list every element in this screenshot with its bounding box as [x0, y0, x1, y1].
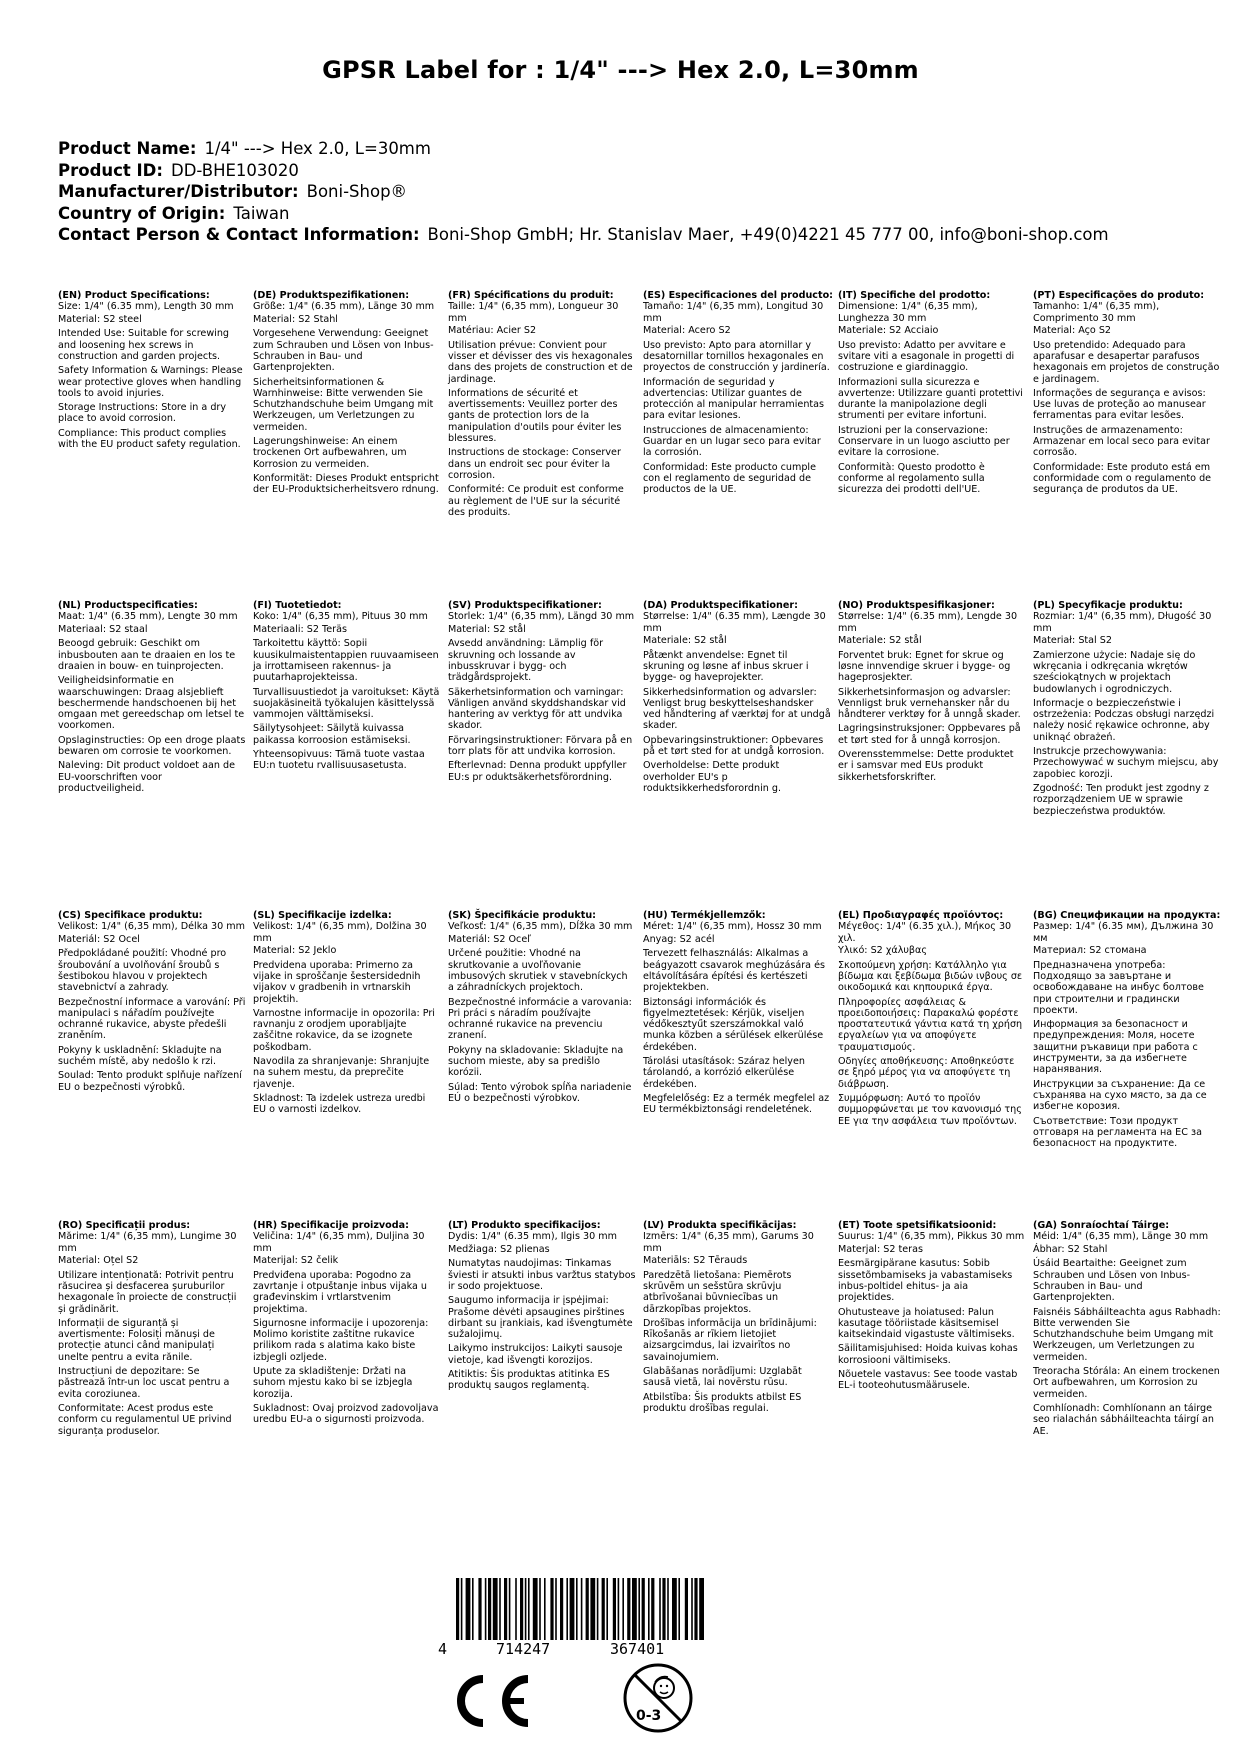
contact-row	[58, 224, 1208, 246]
language-block-line: Tarkoitettu käyttö: Sopii kuusikulmaistentappien ruuvaamiseen ja irrottamiseen rakennus- ja puutarhaprojekteissa.	[253, 638, 439, 684]
language-block-line: Инструкции за съхранение: Да се съхранява на сухо място, за да се избегне корозия.	[1033, 1078, 1207, 1113]
language-block	[253, 1220, 441, 1429]
language-block-line: Instrukcje przechowywania: Przechowywać w suchym miejscu, aby zapobiec korozji.	[1033, 746, 1219, 780]
language-block-line: Lagringsinstruksjoner: Oppbevares på et tørt sted for å unngå korrosjon.	[838, 723, 1021, 746]
language-block-line: Maat: 1/4" (6.35 mm), Lengte 30 mm	[58, 611, 238, 623]
language-block-line: Forventet bruk: Egnet for skrue og løsne innvendige skruer i bygge- og hageprosjekter.	[838, 649, 1011, 684]
language-block-line: Sikkerhedsinformation og advarsler: Venligst brug beskyttelseshandsker ved håndtering af værktøj for at undgå skader.	[643, 686, 831, 732]
language-block-line: Tamanho: 1/4" (6,35 mm), Comprimento 30 mm	[1033, 301, 1160, 324]
language-block	[643, 910, 831, 1119]
language-block-line: Materiale: S2 stål	[838, 635, 922, 647]
language-block-line: Utilizare intenționată: Potrivit pentru răsucirea și desfacerea șuruburilor hexagonale în proiecte de construcții și grădinărit.	[58, 1269, 237, 1315]
language-block-line: Safety Information & Warnings: Please wear protective gloves when handling tools to avoid injuries.	[58, 365, 243, 399]
language-block-line: Sukladnost: Ovaj proizvod zadovoljava uredbu EU-a o sigurnosti proizvoda.	[253, 1402, 439, 1426]
language-block-line: Conformidade: Este produto está em conformidade com o regulamento de segurança de produtos da UE.	[1033, 461, 1212, 496]
language-block	[1033, 600, 1221, 820]
language-block-line: Avsedd användning: Lämplig för skruvning och lossande av inbusskruvar i bygg- och trädgårdsprojekt.	[448, 638, 604, 684]
language-block-title: (BG) Спецификации на продукта:	[1033, 910, 1221, 921]
language-block-line: Материал: S2 стомана	[1033, 945, 1147, 957]
language-block-title: (SV) Produktspecifikationer:	[448, 600, 602, 611]
language-block-line: Materiāls: S2 Tērauds	[643, 1255, 748, 1267]
language-block-line: Instrucțiuni de depozitare: Se păstrează într-un loc uscat pentru a evita coroziunea.	[58, 1366, 230, 1400]
language-block-line: Size: 1/4" (6.35 mm), Length 30 mm	[58, 301, 234, 313]
language-block-line: Sikkerhetsinformasjon og advarsler: Vennligst bruk vernehansker når du håndterer verktøy for å unngå skader.	[838, 686, 1021, 721]
language-block	[448, 290, 636, 521]
language-block-line: Taille: 1/4" (6,35 mm), Longueur 30 mm	[448, 301, 619, 324]
language-block	[838, 290, 1026, 499]
language-block	[643, 290, 834, 499]
language-block-line: Информация за безопасност и предупреждения: Моля, носете защитни ръкавици при работа с инструменти, за да избегнете наранявания.	[1033, 1019, 1198, 1076]
language-block-line: Säilitamisjuhised: Hoida kuivas kohas korrosiooni vältimiseks.	[838, 1343, 1018, 1366]
language-block-line: Upute za skladištenje: Držati na suhom mjestu kako bi se izbjegla korozija.	[253, 1366, 413, 1400]
language-block	[448, 910, 636, 1107]
language-block-line: Méid: 1/4" (6,35 mm), Länge 30 mm	[1033, 1231, 1209, 1243]
language-block-title: (EL) Προδιαγραφές προϊόντος:	[838, 910, 1004, 921]
language-block-line: Conformidad: Este producto cumple con el reglamento de seguridad de productos de la UE.	[643, 461, 816, 496]
language-block	[58, 1220, 246, 1440]
language-block-line: Matériau: Acier S2	[448, 325, 537, 337]
language-block-line: Größe: 1/4" (6.35 mm), Länge 30 mm	[253, 301, 435, 313]
language-block-line: Συμμόρφωση: Αυτό το προϊόν συμμορφώνεται με τον κανονισμό της ΕΕ για την ασφάλεια των προϊόντων.	[838, 1092, 1022, 1127]
language-block-line: Turvallisuustiedot ja varoitukset: Käytä suojakäsineitä työkalujen käsittelyssä vammojen välttämiseksi.	[253, 686, 440, 721]
language-block-title: (DE) Produktspezifikationen:	[253, 290, 410, 301]
language-block-line: Varnostne informacije in opozorila: Pri ravnanju z orodjem uporabljajte zaščitne rokavice, da se izognete poškodbam.	[253, 1007, 435, 1053]
language-block-line: Veiligheidsinformatie en waarschuwingen: Draag alsjeblieft beschermende handschoenen bij het omgaan met gereedschap om letsel te voorkomen.	[58, 675, 245, 732]
product-info	[58, 138, 1208, 246]
language-block	[253, 290, 441, 499]
language-block-line: Materiál: S2 Oceľ	[448, 934, 531, 946]
language-block-line: Súlad: Tento výrobok spĺňa nariadenie EÚ o bezpečnosti výrobkov.	[448, 1081, 632, 1104]
language-block-line: Mărime: 1/4" (6,35 mm), Lungime 30 mm	[58, 1231, 237, 1254]
language-block-line: Tárolási utasítások: Száraz helyen tárolandó, a korrózió elkerülése érdekében.	[643, 1056, 805, 1090]
language-block-line: Materiał: Stal S2	[1033, 635, 1112, 647]
country-label: Country of Origin:	[58, 203, 226, 223]
language-block	[1033, 910, 1221, 1152]
country-row	[58, 203, 1208, 225]
language-block-line: Atbilstība: Šis produkts atbilst ES produktu drošības regulai.	[643, 1391, 802, 1414]
language-block-line: Materiaali: S2 Teräs	[253, 624, 347, 636]
language-block-line: Størrelse: 1/4" (6.35 mm), Lengde 30 mm	[838, 611, 1018, 634]
language-block-line: Instruções de armazenamento: Armazenar em local seco para evitar corrosão.	[1033, 424, 1210, 459]
language-block-line: Zamierzone użycie: Nadaje się do wkręcania i odkręcania wkrętów sześciokątnych w projektach budowlanych i ogrodniczych.	[1033, 649, 1196, 695]
manufacturer-value: Boni-Shop®	[306, 182, 408, 201]
language-block-line: Laikymo instrukcijos: Laikyti sausoje vietoje, kad išvengti korozijos.	[448, 1343, 623, 1366]
language-block-line: Soulad: Tento produkt splňuje nařízení EU o bezpečnosti výrobků.	[58, 1070, 242, 1093]
language-block-title: (FR) Spécifications du produit:	[448, 290, 614, 301]
language-block-line: Treoracha Stórála: An einem trockenen Ort aufbewahren, um Korrosion zu vermeiden.	[1033, 1366, 1220, 1400]
language-block-title: (LT) Produkto specifikacijos:	[448, 1220, 601, 1231]
language-block-line: Material: S2 Stahl	[253, 314, 338, 326]
language-block-line: Påtænkt anvendelse: Egnet til skruning og løsne af inbus skruer i bygge- og haveprojekter.	[643, 649, 809, 684]
language-block-line: Overholdelse: Dette produkt overholder EU's p roduktsikkerhedsforordnin g.	[643, 760, 782, 794]
language-block-line: Съответствие: Този продукт отговаря на регламента на ЕС за безопасност на продуктите.	[1033, 1115, 1202, 1150]
language-block	[838, 1220, 1026, 1395]
language-block-line: Dimensione: 1/4" (6,35 mm), Lunghezza 30 mm	[838, 301, 978, 324]
language-block-line: Dydis: 1/4" (6.35 mm), Ilgis 30 mm	[448, 1231, 617, 1243]
language-block-title: (LV) Produkta specifikācijas:	[643, 1220, 797, 1231]
language-block-line: Compliance: This product complies with the EU product safety regulation.	[58, 427, 241, 451]
language-block-line: Förvaringsinstruktioner: Förvara på en torr plats för att undvika korrosion.	[448, 734, 633, 758]
language-block-line: Úsáid Beartaithe: Geeignet zum Schrauben und Lösen von Inbus-Schrauben in Bau- und Gartenprojekten.	[1033, 1258, 1191, 1304]
language-block-line: Material: S2 steel	[58, 314, 142, 326]
language-block-line: Rozmiar: 1/4" (6,35 mm), Długość 30 mm	[1033, 611, 1212, 634]
language-block-title: (IT) Specifiche del prodotto:	[838, 290, 991, 301]
language-block-line: Biztonsági információk és figyelmeztetések: Kérjük, viseljen védőkesztyűt szerszámokkal való munka közben a sérülések elkerülése érdekében.	[643, 996, 824, 1053]
barcode-left-group: 714247	[496, 1640, 551, 1658]
language-block-line: Bezpečnostné informácie a varovania: Pri práci s náradím používajte ochranné rukavice na prevenciu zranení.	[448, 996, 632, 1042]
language-block-title: (GA) Sonraíochtaí Táirge:	[1033, 1220, 1170, 1231]
language-block-line: Vorgesehene Verwendung: Geeignet zum Schrauben und Lösen von Inbus-Schrauben in Bau- und Gartenprojekten.	[253, 328, 434, 374]
language-block-line: Opslaginstructies: Op een droge plaats bewaren om corrosie te voorkomen.	[58, 734, 246, 758]
language-block-line: Säkerhetsinformation och varningar: Vänligen använd skyddshandskar vid hantering av verktyg för att undvika skador.	[448, 686, 626, 732]
barcode	[438, 1578, 718, 1664]
language-block-line: Μέγεθος: 1/4" (6.35 χιλ.), Μήκος 30 χιλ.	[838, 921, 1012, 944]
language-block	[643, 600, 831, 797]
country-value: Taiwan	[233, 203, 290, 223]
language-block-line: Størrelse: 1/4" (6.35 mm), Længde 30 mm	[643, 611, 826, 634]
barcode-first-digit: 4	[438, 1640, 448, 1658]
language-block-line: Πληροφορίες ασφάλειας & προειδοποιήσεις: Παρακαλώ φορέστε προστατευτικά γάντια κατά τη χρήση εργαλείων για να αποφύγετε τραυματισμούς.	[838, 996, 1023, 1053]
language-block	[58, 910, 246, 1096]
language-block-line: Σκοπούμενη χρήση: Κατάλληλο για βίδωμα και ξεβίδωμα βιδών ινβους σε οικοδομικά και κηπουρικά έργα.	[838, 959, 1023, 994]
language-block-line: Skladnost: Ta izdelek ustreza uredbi EU o varnosti izdelkov.	[253, 1092, 426, 1116]
language-block-line: Veľkosť: 1/4" (6,35 mm), Dĺžka 30 mm	[448, 921, 633, 933]
language-block-line: Veličina: 1/4" (6,35 mm), Duljina 30 mm	[253, 1231, 425, 1254]
language-block-line: Conformità: Questo prodotto è conforme al regolamento sulla sicurezza dei prodotti dell'UE.	[838, 461, 985, 496]
language-block-line: Drošības informācija un brīdinājumi: Rīkošanās ar rīkiem lietojiet aizsargcimdus, lai izvairītos no savainojumiem.	[643, 1317, 817, 1363]
language-block	[838, 910, 1026, 1130]
language-block-line: Pokyny na skladovanie: Skladujte na suchom mieste, aby sa predišlo korózii.	[448, 1044, 624, 1079]
language-block-title: (SK) Špecifikácie produktu:	[448, 910, 597, 921]
language-block-line: Material: Aço S2	[1033, 325, 1112, 337]
language-block-line: Koko: 1/4" (6,35 mm), Pituus 30 mm	[253, 611, 428, 623]
language-block-line: Materiaal: S2 staal	[58, 624, 148, 636]
contact-label: Contact Person & Contact Information:	[58, 225, 420, 244]
language-block-title: (NO) Produktspesifikasjoner:	[838, 600, 995, 611]
language-block-title: (CS) Specifikace produktu:	[58, 910, 203, 921]
language-block-line: Glabāšanas norādījumi: Uzglabāt sausā vietā, lai novērstu rūsu.	[643, 1366, 802, 1389]
language-block-line: Navodila za shranjevanje: Shranjujte na suhem mestu, da preprečite rjavenje.	[253, 1056, 430, 1090]
language-block-line: Overensstemmelse: Dette produktet er i samsvar med EUs produkt sikkerhetsforskrifter.	[838, 749, 1014, 783]
language-block-line: Tervezett felhasználás: Alkalmas a beágyazott csavarok meghúzására és eltávolítására építési és kertészeti projektekben.	[643, 948, 825, 994]
manufacturer-label: Manufacturer/Distributor:	[58, 182, 299, 201]
language-block-title: (PL) Specyfikacje produktu:	[1033, 600, 1183, 611]
language-block-title: (HU) Termékjellemzők:	[643, 910, 766, 921]
product-name-row	[58, 138, 1208, 160]
language-block-line: Informazioni sulla sicurezza e avvertenze: Utilizzare guanti protettivi durante la manipolazione degli strumenti per evitare infortuni.	[838, 376, 1023, 422]
language-block-line: Predvidena uporaba: Primerno za vijake in sproščanje šestersidednih vijakov v gradbenih in vrtnarskih projektih.	[253, 959, 421, 1005]
language-block-line: Numatytas naudojimas: Tinkamas šviesti ir atsukti inbus varžtus statybos ir sodo projektuose.	[448, 1258, 636, 1292]
language-block	[58, 600, 246, 797]
language-block-line: Comhlíonadh: Comhlíonann an táirge seo rialachán sábháilteachta táirgí an AE.	[1033, 1402, 1214, 1437]
language-block-line: Určené použitie: Vhodné na skrutkovanie a uvoľňovanie imbusových skrutiek v stavebníckych a záhradníckych projektoch.	[448, 948, 628, 994]
language-block-line: Material: Oțel S2	[58, 1255, 139, 1267]
language-block-line: Säilytysohjeet: Säilytä kuivassa paikassa korroosion estämiseksi.	[253, 723, 411, 746]
language-block-line: Velikost: 1/4" (6,35 mm), Délka 30 mm	[58, 921, 245, 933]
language-block-title: (NL) Productspecificaties:	[58, 600, 198, 611]
language-block-line: Ábhar: S2 Stahl	[1033, 1244, 1108, 1256]
language-block-line: Izmērs: 1/4" (6,35 mm), Garums 30 mm	[643, 1231, 814, 1254]
language-block-line: Materiale: S2 Acciaio	[838, 325, 939, 337]
language-block-title: (ES) Especificaciones del producto:	[643, 290, 834, 301]
language-block-line: Tamaño: 1/4" (6,35 mm), Longitud 30 mm	[643, 301, 824, 324]
language-block-line: Materijal: S2 čelik	[253, 1255, 339, 1267]
language-block-line: Efterlevnad: Denna produkt uppfyller EU:s pr oduktsäkerhetsförordning.	[448, 760, 627, 783]
language-block	[448, 1220, 636, 1395]
language-block-line: Eesmärgipärane kasutus: Sobib sissetõmbamiseks ja vabastamiseks inbus-poltidel ehitus- ja aia projektides.	[838, 1258, 1013, 1304]
language-block-line: Beoogd gebruik: Geschikt om inbusbouten aan te draaien en los te draaien in bouw- en tuinprojecten.	[58, 638, 236, 672]
language-block-line: Atitiktis: Šis produktas atitinka ES produktų saugos reglamentą.	[448, 1369, 610, 1392]
language-block-line: Uso pretendido: Adequado para aparafusar e desapertar parafusos hexagonais em projetos de construção e jardinagem.	[1033, 339, 1220, 385]
product-id-label: Product ID:	[58, 160, 163, 180]
contact-value: Boni-Shop GmbH; Hr. Stanislav Maer, +49(0)4221 45 777 00, info@boni-shop.com	[427, 225, 1109, 244]
language-block-line: Οδηγίες αποθήκευσης: Αποθηκεύστε σε ξηρό μέρος για να αποφύγετε τη διάβρωση.	[838, 1056, 1015, 1090]
language-block-line: Yhteensopivuus: Tämä tuote vastaa EU:n tuotetu rvallisuusasetusta.	[253, 749, 425, 772]
language-block	[253, 910, 441, 1119]
language-block-line: Lagerungshinweise: An einem trockenen Ort aufbewahren, um Korrosion zu vermeiden.	[253, 436, 407, 470]
language-block-line: Paredzētā lietošana: Piemērots skrūvēm un sešstūra skrūvju atbrīvošanai būvniecības un dārzkopības projektos.	[643, 1269, 792, 1315]
language-block-line: Suurus: 1/4" (6,35 mm), Pikkus 30 mm	[838, 1231, 1025, 1243]
language-block	[58, 290, 246, 453]
language-block-line: Instructions de stockage: Conserver dans un endroit sec pour éviter la corrosion.	[448, 447, 621, 481]
language-block-line: Megfelelőség: Ez a termék megfelel az EU termékbiztonsági rendeletének.	[643, 1092, 830, 1116]
language-block	[448, 600, 636, 786]
language-block-line: Uso previsto: Apto para atornillar y desatornillar tornillos hexagonales en proyectos de construcción y jardinería.	[643, 339, 830, 374]
language-block-line: Intended Use: Suitable for screwing and loosening hex screws in construction and garden projects.	[58, 328, 230, 362]
language-block	[838, 600, 1026, 786]
language-block-line: Istruzioni per la conservazione: Conservare in un luogo asciutto per evitare la corrosione.	[838, 424, 1010, 459]
age-warning-label: 0-3	[636, 1708, 662, 1724]
language-block-line: Saugumo informacija ir įspėjimai: Prašome dėvėti apsaugines pirštines dirbant su įrankiais, kad išvengtumėte sužalojimų.	[448, 1295, 633, 1341]
language-block-line: Předpokládané použití: Vhodné pro šroubování a uvolňování šroubů s šestibokou hlavou v projektech stavebnictví a zahrady.	[58, 948, 227, 994]
language-block-line: Predviđena uporaba: Pogodno za zavrtanje i otpuštanje inbus vijaka u građevinskim i vrtlarstvenim projektima.	[253, 1269, 427, 1315]
language-block-line: Sicherheitsinformationen & Warnhinweise: Bitte verwenden Sie Schutzhandschuhe beim Umgang mit Werkzeugen, um Verletzungen zu vermeiden.	[253, 376, 434, 433]
language-block-line: Méret: 1/4" (6,35 mm), Hossz 30 mm	[643, 921, 822, 933]
language-block-line: Conformitate: Acest produs este conform cu regulamentul UE privind siguranța produselor.	[58, 1402, 232, 1437]
language-block	[1033, 290, 1221, 499]
page-title: GPSR Label for : 1/4" ---> Hex 2.0, L=30mm	[322, 56, 919, 84]
language-block	[643, 1220, 831, 1417]
language-block	[1033, 1220, 1221, 1440]
language-block-line: Informacje o bezpieczeństwie i ostrzeżenia: Podczas obsługi narzędzi należy nosić rękawice ochronne, aby uniknąć obrażeń.	[1033, 697, 1215, 743]
language-block-title: (RO) Specificații produs:	[58, 1220, 191, 1231]
language-block-line: Uso previsto: Adatto per avvitare e svitare viti a esagonale in progetti di costruzione e giardinaggio.	[838, 339, 1015, 374]
language-block-line: Material: S2 Jeklo	[253, 945, 337, 957]
language-block-line: Pokyny k uskladnění: Skladujte na suchém místě, aby nedošlo k rzi.	[58, 1044, 222, 1068]
language-block-line: Υλικό: S2 χάλυβας	[838, 945, 928, 957]
language-block-line: Conformité: Ce produit est conforme au règlement de l'UE sur la sécurité des produits.	[448, 484, 624, 518]
language-block-line: Medžiaga: S2 plienas	[448, 1244, 550, 1256]
language-block-line: Informații de siguranță și avertismente: Folosiți mănuși de protecție atunci când manipulați unelte pentru a evita rănile.	[58, 1317, 215, 1363]
language-block-line: Faisnéis Sábháilteachta agus Rabhadh: Bitte verwenden Sie Schutzhandschuhe beim Umgang mit Werkzeugen, um Verletzungen zu vermeiden.	[1033, 1306, 1221, 1363]
language-block-title: (DA) Produktspecifikationer:	[643, 600, 798, 611]
language-block-line: Materjal: S2 teras	[838, 1244, 923, 1256]
language-block-line: Storlek: 1/4" (6,35 mm), Längd 30 mm	[448, 611, 635, 623]
language-block-line: Bezpečnostní informace a varování: Při manipulaci s nářadím používejte ochranné rukavice, abyste předešli zraněním.	[58, 996, 246, 1042]
language-block-title: (PT) Especificações do produto:	[1033, 290, 1205, 301]
barcode-bars	[438, 1578, 718, 1648]
language-block-line: Instrucciones de almacenamiento: Guardar en un lugar seco para evitar la corrosión.	[643, 424, 821, 459]
product-name-label: Product Name:	[58, 139, 197, 158]
language-block-title: (SL) Specifikacije izdelka:	[253, 910, 392, 921]
language-block-line: Nõuetele vastavus: See toode vastab EL-i tooteohutusmäärusele.	[838, 1369, 1018, 1392]
language-block-line: Informações de segurança e avisos: Use luvas de proteção ao manusear ferramentas para evitar lesões.	[1033, 387, 1206, 422]
language-block-line: Velikost: 1/4" (6,35 mm), Dolžina 30 mm	[253, 921, 427, 944]
product-id-row	[58, 160, 1208, 182]
language-block-line: Utilisation prévue: Convient pour visser et dévisser des vis hexagonales dans des projets de construction et de jardinage.	[448, 339, 633, 385]
language-block-title: (ET) Toote spetsifikatsioonid:	[838, 1220, 997, 1231]
language-block-line: Información de seguridad y advertencias: Utilizar guantes de protección al manipular herramientas para evitar lesiones.	[643, 376, 825, 422]
ce-mark-icon	[448, 1670, 532, 1732]
language-block-line: Sigurnosne informacije i upozorenja: Molimo koristite zaštitne rukavice prilikom rada s alatima kako biste izbjegli ozljede.	[253, 1317, 429, 1363]
language-block-line: Informations de sécurité et avertissements: Veuillez porter des gants de protection lors de la manipulation d'outils pour éviter les blessures.	[448, 387, 622, 445]
language-block-line: Materiál: S2 Ocel	[58, 934, 140, 946]
language-block-title: (FI) Tuotetiedot:	[253, 600, 342, 611]
language-block-line: Предназначена употреба: Подходящо за завъртане и освобождаване на инбус болтове при строителни и градински проекти.	[1033, 959, 1204, 1016]
language-block-title: (EN) Product Specifications:	[58, 290, 210, 301]
language-block-line: Размер: 1/4" (6.35 мм), Дължина 30 мм	[1033, 921, 1214, 944]
language-block-line: Naleving: Dit product voldoet aan de EU-voorschriften voor productveiligheid.	[58, 760, 235, 794]
language-block	[253, 600, 441, 775]
language-block-line: Material: Acero S2	[643, 325, 731, 337]
language-block-line: Material: S2 stål	[448, 624, 526, 636]
language-block-title: (HR) Specifikacije proizvoda:	[253, 1220, 409, 1231]
language-block-line: Opbevaringsinstruktioner: Opbevares på et tørt sted for at undgå korrosion.	[643, 734, 825, 758]
language-block-line: Storage Instructions: Store in a dry place to avoid corrosion.	[58, 402, 227, 425]
product-id-value: DD-BHE103020	[170, 160, 299, 180]
language-block-line: Materiale: S2 stål	[643, 635, 727, 647]
age-warning-icon	[622, 1662, 694, 1734]
language-block-line: Anyag: S2 acél	[643, 934, 715, 946]
barcode-right-group: 367401	[610, 1640, 665, 1658]
product-name-value: 1/4" ---> Hex 2.0, L=30mm	[204, 139, 431, 158]
language-block-line: Konformität: Dieses Produkt entspricht der EU-Produktsicherheitsvero rdnung.	[253, 472, 439, 496]
language-block-line: Ohutusteave ja hoiatused: Palun kasutage tööriistade käsitsemisel kaitsekindaid vigastuste vältimiseks.	[838, 1306, 1015, 1341]
manufacturer-row	[58, 181, 1208, 203]
language-block-line: Zgodność: Ten produkt jest zgodny z rozporządzeniem UE w sprawie bezpieczeństwa produktów.	[1033, 782, 1209, 817]
